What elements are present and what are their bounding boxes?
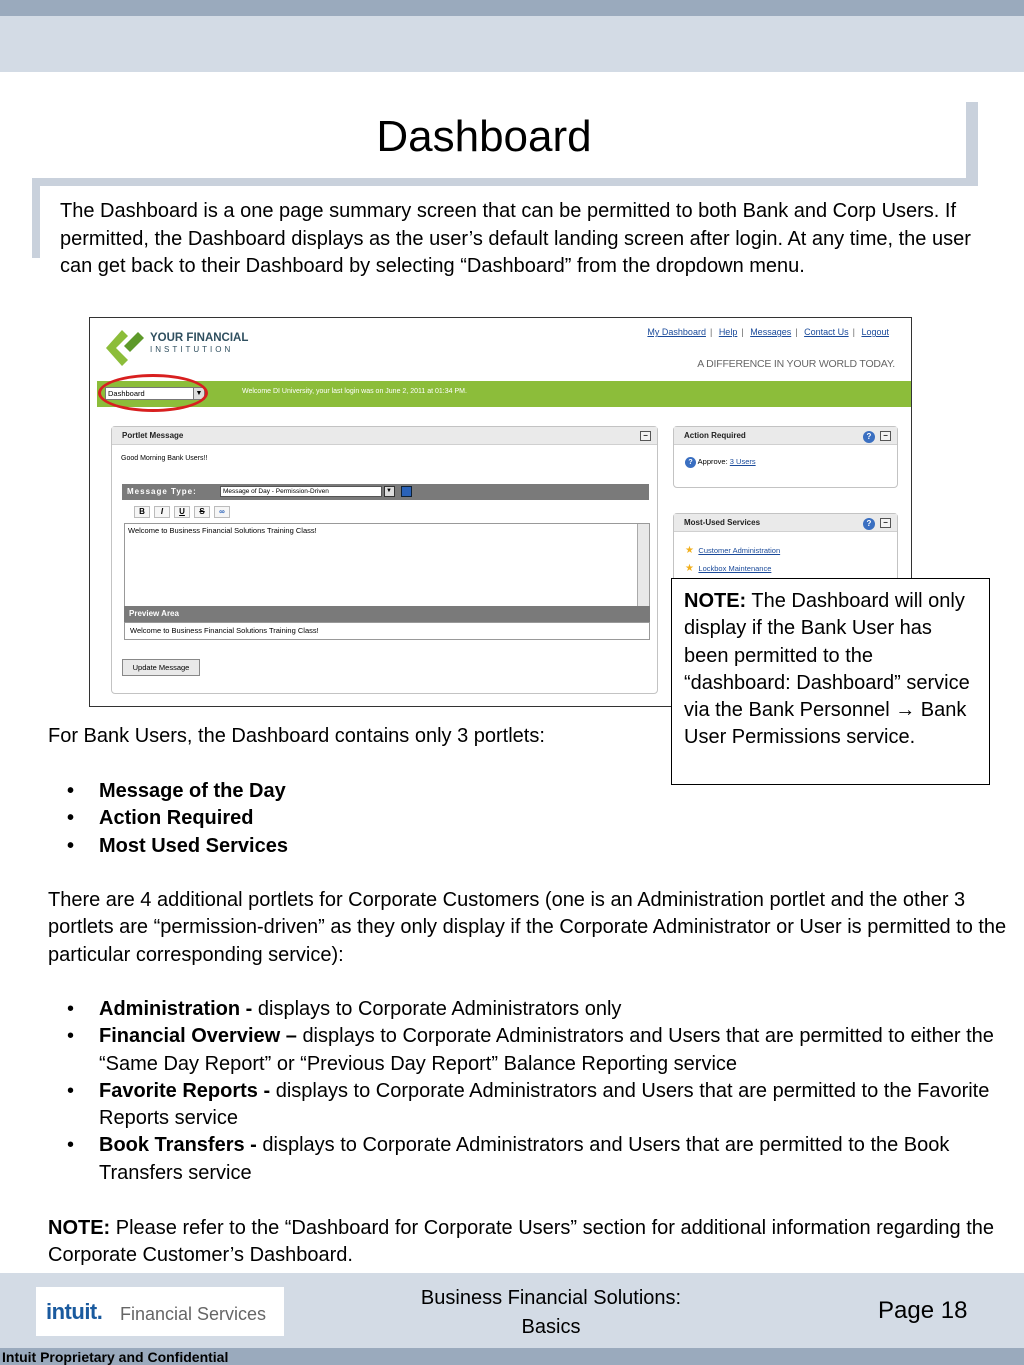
logo-financial-services-word: Financial Services	[120, 1304, 267, 1324]
logo-text-line1: YOUR FINANCIAL	[150, 332, 249, 344]
service-item[interactable]	[685, 558, 771, 576]
minimize-icon[interactable]: −	[640, 431, 651, 441]
item-text: displays to Corporate Administrators and Users that are permitted to the Book Transfers service	[99, 1134, 950, 1184]
star-icon: ★	[685, 563, 694, 574]
note-callout	[671, 578, 990, 785]
link-contact-us[interactable]: Contact Us	[804, 327, 849, 337]
service-link-customer-administration[interactable]: Customer Administration	[698, 546, 781, 555]
approve-row	[685, 457, 756, 468]
item-label: Financial Overview –	[99, 1025, 303, 1048]
header-band	[0, 16, 1024, 72]
institution-logo-icon	[102, 326, 146, 366]
title-bracket-bottom	[32, 178, 978, 186]
welcome-message: Welcome DI University, your last login was on June 2, 2011 at 01:34 PM.	[242, 388, 467, 395]
top-links: My Dashboard | Help | Messages | Contact Us | Logout	[647, 327, 889, 337]
editor-text: Welcome to Business Financial Solutions Training Class!	[128, 526, 317, 535]
item-label: Favorite Reports -	[99, 1079, 276, 1102]
preview-text: Welcome to Business Financial Solutions Training Class!	[124, 622, 650, 640]
link-help[interactable]: Help	[718, 327, 738, 337]
most-used-title: Most-Used Services	[684, 518, 761, 527]
minimize-icon[interactable]: −	[880, 431, 891, 441]
list-item	[48, 1023, 1012, 1078]
list-item	[48, 996, 1012, 1023]
list-item: • Message of the Day	[48, 778, 1016, 805]
editor-toolbar	[134, 506, 234, 518]
page-number: Page 18	[878, 1297, 968, 1324]
chevron-down-icon[interactable]: ▼	[384, 486, 395, 497]
minimize-icon[interactable]: −	[880, 518, 891, 528]
logo-text-line2: INSTITUTION	[150, 345, 234, 354]
bold-button[interactable]: B	[134, 506, 150, 518]
item-text: displays to Corporate Administrators and Users that are permitted to either the “Same Day Report” or “Previous Day Report” Balance Reporting service	[99, 1025, 994, 1075]
bank-users-intro: For Bank Users, the Dashboard contains only 3 portlets:	[48, 725, 545, 747]
note-label: NOTE:	[684, 590, 747, 612]
message-type-select[interactable]: Message of Day - Permission-Driven	[220, 486, 382, 497]
list-item	[48, 1078, 1012, 1133]
action-required-title: Action Required	[684, 431, 746, 440]
italic-button[interactable]: I	[154, 506, 170, 518]
update-message-button[interactable]: Update Message	[122, 659, 200, 676]
editor-scrollbar[interactable]	[637, 524, 649, 606]
underline-button[interactable]: U	[174, 506, 190, 518]
portlet-message-header	[112, 427, 657, 445]
title-bracket-left	[32, 178, 40, 258]
preview-area-label: Preview Area	[124, 606, 650, 622]
chevron-down-icon[interactable]: ▼	[193, 388, 204, 399]
most-used-header	[674, 514, 897, 532]
item-text: displays to Corporate Administrators and Users that are permitted to the Favorite Reports service	[99, 1079, 990, 1130]
corporate-intro: There are 4 additional portlets for Corporate Customers (one is an Administration portlet and the other 3 portlets are “permission-driven” as they only display if the Corporate Administrator or User is permitted to the particular corresponding service):	[48, 889, 1007, 966]
green-nav-bar	[97, 381, 912, 407]
approve-users-link[interactable]: 3 Users	[729, 457, 756, 466]
footer-doc-title	[380, 1284, 722, 1342]
item-text: displays to Corporate Administrators only	[257, 998, 622, 1020]
intuit-logo	[36, 1287, 284, 1336]
note-text: The Dashboard will only display if the Bank User has been permitted to the “dashboard: Dashboard” service via the Bank Personnel → Bank User Permissions service.	[684, 590, 970, 749]
portlet-message	[111, 426, 658, 694]
portlet-action-required	[673, 426, 898, 488]
info-icon: ?	[685, 457, 696, 468]
help-icon[interactable]: ?	[863, 518, 875, 530]
highlight-circle	[98, 374, 208, 412]
footer	[0, 1273, 1024, 1348]
page-title: Dashboard	[376, 112, 592, 161]
portlet-message-title: Portlet Message	[122, 431, 184, 440]
tagline: A DIFFERENCE IN YOUR WORLD TODAY.	[697, 358, 895, 370]
link-logout[interactable]: Logout	[861, 327, 889, 337]
save-icon[interactable]	[401, 486, 412, 497]
final-note-label: NOTE:	[48, 1217, 111, 1239]
star-icon: ★	[685, 545, 694, 556]
confidential-label: Intuit Proprietary and Confidential	[2, 1349, 229, 1365]
final-note-text: Please refer to the “Dashboard for Corporate Users” section for additional information regarding the Corporate Customer’s Dashboard.	[48, 1217, 995, 1267]
footer-title-line2: Basics	[521, 1316, 581, 1338]
action-required-header	[674, 427, 897, 445]
top-band	[0, 0, 1024, 16]
message-editor[interactable]	[124, 523, 650, 607]
logo-intuit-word: intuit.	[46, 1299, 103, 1324]
bank-portlet-list	[48, 778, 1016, 860]
message-type-label: Message Type:	[127, 487, 197, 496]
portlet-greeting: Good Morning Bank Users!!	[121, 455, 208, 462]
link-messages[interactable]: Messages	[750, 327, 792, 337]
help-icon[interactable]: ?	[863, 431, 875, 443]
list-item: • Most Used Services	[48, 833, 1016, 860]
message-type-bar	[122, 484, 649, 500]
item-label: Book Transfers -	[99, 1134, 263, 1157]
corporate-portlet-list	[48, 996, 1012, 1187]
service-item[interactable]	[685, 540, 780, 558]
item-label: Administration -	[99, 998, 258, 1020]
strikethrough-button[interactable]: S	[194, 506, 210, 518]
link-icon[interactable]: ∞	[214, 506, 230, 518]
footer-title-line1: Business Financial Solutions:	[420, 1287, 682, 1309]
nav-dropdown-value: Dashboard	[108, 389, 145, 398]
intro-paragraph: The Dashboard is a one page summary screen that can be permitted to both Bank and Corp Users. If permitted, the Dashboard displays as the user’s default landing screen after login. At any time, the user can get back to their Dashboard by selecting “Dashboard” from the dropdown menu.	[60, 200, 971, 277]
link-my-dashboard[interactable]: My Dashboard	[647, 327, 706, 337]
service-link-lockbox-maintenance[interactable]: Lockbox Maintenance	[698, 564, 772, 573]
list-item: • Action Required	[48, 805, 1016, 832]
list-item	[48, 1132, 1012, 1187]
approve-label: Approve:	[697, 457, 728, 466]
final-note	[48, 1215, 1008, 1270]
